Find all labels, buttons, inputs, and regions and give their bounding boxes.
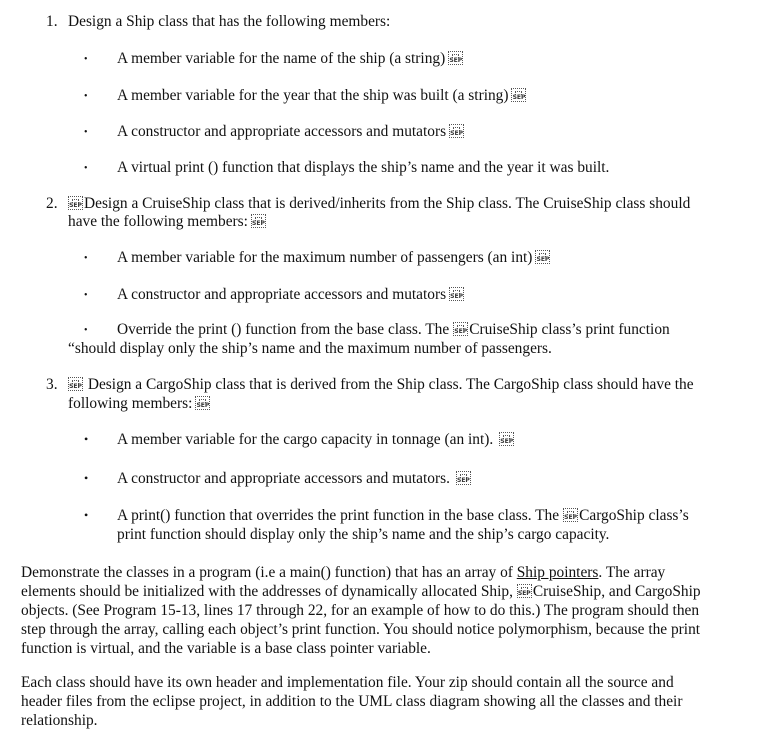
- separator-icon: [448, 51, 463, 65]
- item-3-title-line-2: following members:SEP: [68, 394, 210, 413]
- item-2-title-line-2: have the following members:SEP: [68, 212, 266, 231]
- bullet-dot: •: [84, 432, 89, 446]
- separator-icon: [251, 214, 266, 228]
- item-3-title-line-1: SEP Design a CargoShip class that is derived from the Ship class. The CargoShip class should have the: [68, 375, 694, 394]
- item-2-bullet-1: A member variable for the maximum number of passengers (an int)SEP: [117, 248, 550, 267]
- separator-icon: [449, 287, 464, 301]
- item-3-bullet-3-line-2: print function should display only the ship’s name and the ship’s cargo capacity.: [117, 526, 610, 543]
- separator-icon: [68, 377, 83, 391]
- separator-icon: [195, 396, 210, 410]
- item-2-bullet-3-line-1: Override the print () function from the base class. TheSEP CruiseShip class’s print function: [117, 320, 670, 339]
- separator-icon: [456, 471, 471, 485]
- bullet-dot: •: [84, 91, 88, 102]
- item-3-bullet-3-line-1: A print() function that overrides the print function in the base class. TheSEP CargoShip class’s: [117, 506, 689, 525]
- separator-icon: [517, 584, 532, 598]
- bullet-dot: •: [84, 163, 88, 174]
- item-2-title-line-1: SEP Design a CruiseShip class that is derived/inherits from the Ship class. The CruiseShip class should: [68, 194, 690, 213]
- paragraph-2-line-3: relationship.: [21, 712, 98, 729]
- separator-icon: [563, 508, 578, 522]
- item-3-number: 3.: [46, 376, 58, 393]
- item-1-bullet-3: A constructor and appropriate accessors and mutatorsSEP: [117, 122, 464, 141]
- separator-icon: [535, 250, 550, 264]
- paragraph-2-line-1: Each class should have its own header and implementation file. Your zip should contain all the source and: [21, 674, 674, 691]
- bullet-dot: •: [84, 471, 89, 485]
- item-1-bullet-2: A member variable for the year that the ship was built (a string)SEP: [117, 86, 526, 105]
- item-2-number: 2.: [46, 195, 58, 212]
- paragraph-1-line-3: objects. (See Program 15-13, lines 17 through 22, for an example of how to do this.) The program should then: [21, 602, 700, 619]
- separator-icon: [499, 432, 514, 446]
- item-1-bullet-4: A virtual print () function that displays the ship’s name and the year it was built.: [117, 159, 610, 176]
- item-2-bullet-2: A constructor and appropriate accessors and mutatorsSEP: [117, 285, 464, 304]
- bullet-dot: •: [84, 508, 89, 522]
- item-1-bullet-1: A member variable for the name of the ship (a string)SEP: [117, 49, 463, 68]
- item-3-bullet-2: A constructor and appropriate accessors and mutators.SEP: [117, 469, 471, 488]
- item-3-bullet-1: A member variable for the cargo capacity in tonnage (an int).SEP: [117, 430, 514, 449]
- paragraph-1-line-1: Demonstrate the classes in a program (i.e a main() function) that has an array of Ship pointers. The array: [21, 564, 666, 581]
- bullet-dot: •: [84, 325, 88, 336]
- bullet-dot: •: [84, 54, 88, 65]
- separator-icon: [511, 88, 526, 102]
- item-1-title: Design a Ship class that has the following members:: [68, 13, 391, 30]
- item-2-bullet-3-line-2: “should display only the ship’s name and the maximum number of passengers.: [68, 340, 552, 357]
- separator-icon: [453, 322, 468, 336]
- paragraph-1-line-2: elements should be initialized with the addresses of dynamically allocated Ship, SEP CruiseShip, and CargoShip: [21, 582, 751, 601]
- bullet-dot: •: [84, 253, 88, 264]
- item-1-number: 1.: [46, 13, 58, 30]
- bullet-dot: •: [84, 290, 88, 301]
- bullet-dot: •: [84, 127, 88, 138]
- paragraph-1-line-4: step through the array, calling each object’s print function. You should notice polymorphism, because the print: [21, 621, 701, 638]
- paragraph-1-line-5: function is virtual, and the variable is a base class pointer variable.: [21, 640, 431, 657]
- separator-icon: [68, 196, 83, 210]
- separator-icon: [449, 124, 464, 138]
- paragraph-2-line-2: header files from the eclipse project, in addition to the UML class diagram showing all the classes and their: [21, 693, 683, 710]
